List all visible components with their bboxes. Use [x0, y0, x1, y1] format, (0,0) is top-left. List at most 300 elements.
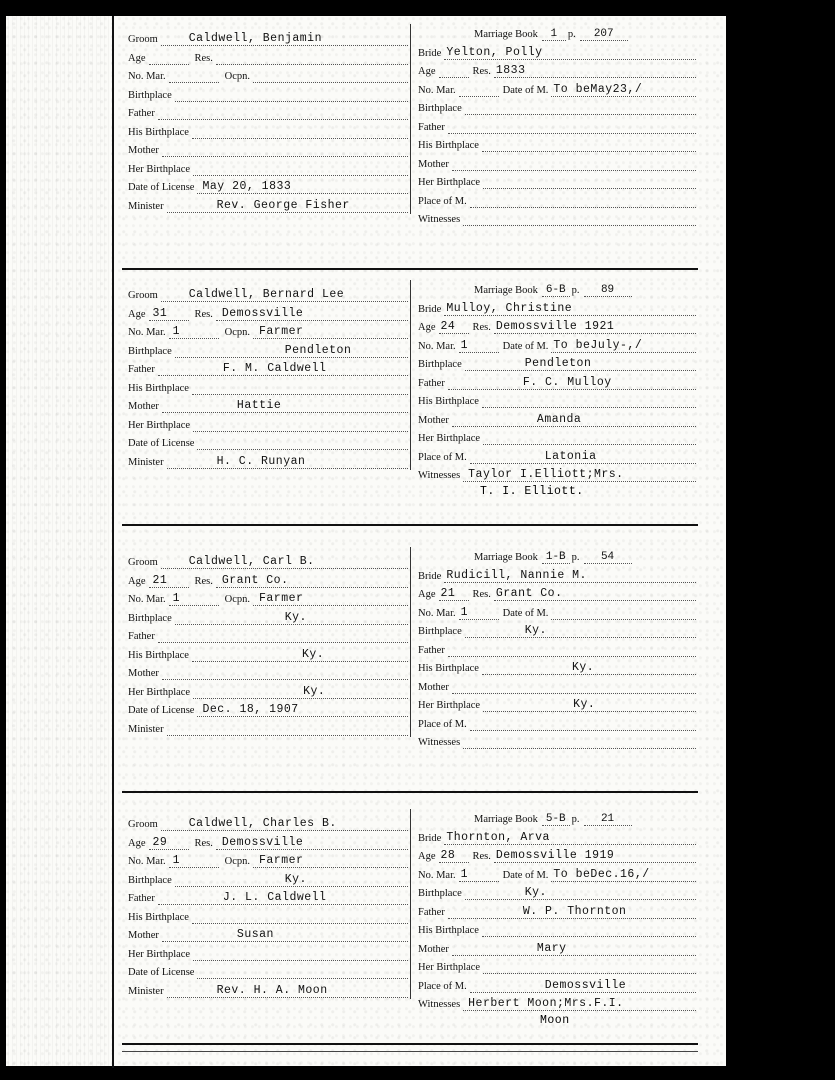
bride-birthplace-line: [465, 357, 696, 371]
bride-age-res-value: Demossville 1921: [495, 320, 615, 333]
marriage-book-label: Marriage Book: [474, 285, 538, 296]
groom-age-res-line: [216, 835, 408, 850]
groom-her-birthplace-row: [128, 164, 408, 176]
groom-no-mar-row: [128, 71, 408, 83]
bride-age-line: [439, 587, 469, 601]
groom-his-birthplace-label: His Birthplace: [128, 382, 189, 394]
bride-father-label: Father: [418, 906, 445, 918]
bride-place-of-m-line: [470, 978, 696, 993]
bride-place-of-m-row: [418, 719, 696, 731]
groom-birthplace-row: [128, 872, 408, 887]
bride-no-mar-line: [459, 87, 499, 97]
bride-witnesses-line: [463, 739, 696, 749]
bride-line: [444, 568, 696, 583]
page-label: p.: [571, 285, 580, 296]
bride-witnesses-row: [418, 214, 696, 226]
groom-birthplace-row: [128, 610, 408, 625]
groom-her-birthplace-row: [128, 420, 408, 432]
bride-her-birthplace-line: [483, 964, 696, 974]
groom-his-birthplace-row: [128, 127, 408, 139]
groom-no-mar-label: No. Mar.: [128, 594, 166, 605]
marriage-book-value: 6-B: [542, 284, 570, 297]
groom-no-mar-ocpn-value: Farmer: [259, 325, 304, 338]
groom-no-mar-ocpn-line: [253, 325, 408, 339]
groom-father-line: [158, 633, 408, 643]
bride-no-mar-date_of_m-line: [551, 338, 696, 353]
bride-no-mar-line: [459, 605, 499, 620]
groom-mother-label: Mother: [128, 145, 159, 156]
bride-place-of-m-row: [418, 196, 696, 208]
bride-father-line: [448, 124, 696, 134]
groom-mother-line: [162, 670, 408, 680]
bride-age-res-label: Res.: [472, 322, 491, 333]
groom-age-res-label: Res.: [194, 837, 213, 849]
groom-age-res-line: [216, 573, 408, 588]
groom-birthplace-row: [128, 90, 408, 102]
groom-date-of-license-row: [128, 705, 408, 717]
marriage-book-label: Marriage Book: [474, 814, 538, 825]
bride-mother-label: Mother: [418, 414, 449, 426]
bride-witnesses-value: Taylor I.Elliott;Mrs.: [468, 468, 624, 481]
groom-line: [161, 288, 408, 302]
groom-mother-row: [128, 145, 408, 157]
groom-father-line: [158, 362, 408, 376]
groom-his-birthplace-line: [192, 385, 408, 395]
groom-value: Caldwell, Charles B.: [188, 817, 337, 830]
groom-value: Caldwell, Bernard Lee: [188, 288, 345, 301]
bride-father-line: [448, 904, 696, 919]
bride-her-birthplace-line: [483, 698, 696, 712]
groom-her-birthplace-line: [193, 422, 408, 432]
marriage-book-row: [474, 813, 704, 826]
bride-father-row: [418, 645, 696, 657]
groom-no-mar-line: [169, 325, 219, 339]
bride-age-row: [418, 322, 696, 334]
groom-no-mar-line: [169, 854, 219, 868]
bride-age-label: Age: [418, 66, 436, 77]
groom-his-birthplace-label: His Birthplace: [128, 911, 189, 923]
groom-age-value: 29: [152, 835, 168, 849]
bride-birthplace-line: [465, 624, 696, 638]
bride-no-mar-label: No. Mar.: [418, 607, 456, 619]
groom-value: Caldwell, Carl B.: [188, 555, 315, 568]
groom-line: [161, 32, 408, 46]
bride-his-birthplace-label: His Birthplace: [418, 140, 479, 151]
groom-his-birthplace-row: [128, 912, 408, 924]
bride-his-birthplace-line: [482, 142, 696, 152]
groom-no-mar-ocpn-label: Ocpn.: [224, 594, 250, 605]
groom-age-label: Age: [128, 575, 146, 587]
groom-no-mar-ocpn-label: Ocpn.: [224, 327, 250, 338]
groom-her-birthplace-label: Her Birthplace: [128, 163, 191, 175]
marriage-book-row: [474, 551, 704, 564]
groom-birthplace-value: Ky.: [284, 610, 307, 624]
bride-place-of-m-value: Latonia: [544, 449, 597, 463]
record-card: [0, 545, 720, 795]
groom-row: [128, 557, 408, 569]
record-separator: [122, 268, 698, 270]
groom-no-mar-ocpn-label: Ocpn.: [224, 856, 250, 867]
bride-label: Bride: [418, 570, 442, 582]
bride-age-res-line: [494, 587, 696, 601]
bride-age-res-value: Grant Co.: [495, 587, 563, 600]
groom-age-line: [149, 835, 189, 850]
groom-mother-value: Hattie: [236, 399, 282, 412]
bride-no-mar-date_of_m-line: [551, 82, 696, 97]
bride-her-birthplace-row: [418, 700, 696, 712]
bride-age-row: [418, 851, 696, 863]
marriage-book-label: Marriage Book: [474, 29, 538, 40]
groom-her-birthplace-line: [193, 684, 408, 699]
groom-no-mar-label: No. Mar.: [128, 71, 166, 82]
groom-father-value: J. L. Caldwell: [222, 891, 327, 904]
groom-date-of-license-label: Date of License: [128, 705, 195, 716]
groom-date-of-license-value: May 20, 1833: [202, 180, 292, 193]
bride-no-mar-label: No. Mar.: [418, 869, 456, 881]
bride-birthplace-row: [418, 626, 696, 638]
groom-label: Groom: [128, 34, 158, 45]
groom-line: [161, 555, 408, 569]
bride-value: Rudicill, Nannie M.: [446, 568, 587, 582]
groom-date-of-license-value: Dec. 18, 1907: [202, 703, 299, 716]
bride-his-birthplace-line: [482, 398, 696, 408]
bride-age-res-label: Res.: [472, 851, 491, 862]
groom-his-birthplace-line: [192, 647, 408, 662]
groom-age-row: [128, 835, 408, 850]
bride-her-birthplace-label: Her Birthplace: [418, 962, 481, 973]
groom-father-row: [128, 893, 408, 905]
bride-his-birthplace-row: [418, 396, 696, 408]
bride-age-res-line: [494, 849, 696, 863]
bride-no-mar-date_of_m-label: Date of M.: [502, 340, 549, 352]
bride-age-res-line: [494, 64, 696, 78]
column-divider: [410, 24, 411, 214]
groom-minister-label: Minister: [128, 200, 164, 212]
record-card: [0, 807, 720, 1057]
groom-date-of-license-label: Date of License: [128, 438, 195, 449]
groom-date-of-license-label: Date of License: [128, 182, 195, 193]
bride-age-res-label: Res.: [472, 66, 491, 77]
groom-minister-value: H. C. Runyan: [216, 454, 306, 468]
groom-age-res-label: Res.: [194, 52, 213, 64]
bride-no-mar-value: 1: [460, 867, 469, 881]
groom-date-of-license-line: [197, 180, 408, 194]
groom-age-label: Age: [128, 837, 146, 849]
bride-value: Yelton, Polly: [446, 45, 543, 59]
bride-his-birthplace-label: His Birthplace: [418, 925, 479, 936]
column-divider: [410, 547, 411, 737]
groom-father-value: F. M. Caldwell: [222, 362, 327, 375]
bride-mother-line: [452, 941, 696, 956]
groom-no-mar-value: 1: [172, 854, 181, 867]
bride-her-birthplace-label: Her Birthplace: [418, 700, 481, 711]
bride-her-birthplace-row: [418, 433, 696, 445]
bride-birthplace-value: Ky.: [524, 624, 547, 637]
bride-father-line: [448, 647, 696, 657]
bride-birthplace-line: [465, 105, 696, 115]
bride-label: Bride: [418, 47, 442, 59]
record-separator: [122, 524, 698, 526]
groom-age-value: 21: [152, 573, 168, 587]
column-divider: [410, 280, 411, 470]
page-number-value: 89: [584, 284, 632, 297]
groom-mother-label: Mother: [128, 401, 159, 412]
groom-birthplace-line: [175, 92, 408, 102]
groom-no-mar-ocpn-line: [253, 73, 408, 83]
groom-his-birthplace-line: [192, 914, 408, 924]
groom-age-row: [128, 306, 408, 321]
bride-no-mar-date_of_m-line: [551, 867, 696, 882]
groom-birthplace-label: Birthplace: [128, 612, 172, 624]
bride-birthplace-value: Ky.: [524, 886, 547, 899]
groom-date-of-license-label: Date of License: [128, 967, 195, 978]
bride-age-res-line: [494, 320, 696, 334]
bride-mother-label: Mother: [418, 943, 449, 955]
bride-her-birthplace-label: Her Birthplace: [418, 433, 481, 444]
groom-birthplace-value: Pendleton: [284, 343, 352, 357]
groom-no-mar-value: 1: [172, 325, 181, 338]
groom-mother-row: [128, 668, 408, 680]
bride-father-value: F. C. Mulloy: [522, 375, 612, 389]
bride-age-label: Age: [418, 589, 436, 600]
bride-her-birthplace-value: Ky.: [573, 698, 596, 711]
groom-minister-value: Rev. H. A. Moon: [216, 983, 328, 997]
groom-her-birthplace-line: [193, 951, 408, 961]
groom-row: [128, 819, 408, 831]
groom-her-birthplace-label: Her Birthplace: [128, 948, 191, 960]
bride-his-birthplace-row: [418, 663, 696, 675]
record-card: [0, 278, 720, 528]
bride-no-mar-date_of_m-label: Date of M.: [502, 607, 549, 619]
groom-age-row: [128, 53, 408, 65]
groom-no-mar-row: [128, 594, 408, 606]
bride-no-mar-label: No. Mar.: [418, 84, 456, 96]
bride-no-mar-value: 1: [460, 605, 469, 619]
groom-birthplace-line: [175, 343, 408, 358]
groom-minister-row: [128, 198, 408, 213]
bride-birthplace-row: [418, 103, 696, 115]
bride-mother-value: Mary: [536, 941, 567, 955]
groom-minister-label: Minister: [128, 985, 164, 997]
bride-witnesses-row: [418, 999, 696, 1011]
bride-age-line: [439, 68, 469, 78]
bride-his-birthplace-line: [482, 661, 696, 675]
groom-minister-line: [167, 726, 408, 736]
bride-no-mar-row: [418, 82, 696, 97]
record-separator: [122, 1043, 698, 1045]
bride-her-birthplace-line: [483, 179, 696, 189]
groom-age-res-label: Res.: [194, 308, 213, 320]
marriage-book-label: Marriage Book: [474, 552, 538, 563]
bride-age-value: 28: [440, 849, 456, 862]
bride-witnesses-row: [418, 737, 696, 749]
groom-age-label: Age: [128, 308, 146, 320]
bottom-rule: [122, 1051, 698, 1052]
bride-birthplace-value: Pendleton: [524, 357, 592, 370]
groom-his-birthplace-value: Ky.: [301, 647, 325, 661]
groom-mother-line: [162, 147, 408, 157]
groom-minister-row: [128, 724, 408, 736]
groom-label: Groom: [128, 290, 158, 301]
bride-mother-row: [418, 412, 696, 427]
bride-mother-row: [418, 159, 696, 171]
bride-witnesses-value: Herbert Moon;Mrs.F.I.: [468, 997, 624, 1010]
bride-row: [418, 45, 696, 60]
bride-label: Bride: [418, 832, 442, 844]
bride-no-mar-date_of_m-value: To beMay23,/: [553, 82, 643, 96]
groom-no-mar-ocpn-value: Farmer: [259, 592, 304, 605]
groom-her-birthplace-row: [128, 949, 408, 961]
bride-row: [418, 301, 696, 316]
groom-birthplace-row: [128, 343, 408, 358]
bride-age-label: Age: [418, 322, 436, 333]
groom-birthplace-line: [175, 872, 408, 887]
bride-age-line: [439, 849, 469, 863]
groom-birthplace-label: Birthplace: [128, 874, 172, 886]
bride-no-mar-label: No. Mar.: [418, 340, 456, 352]
bride-age-res-value: Demossville 1919: [495, 849, 615, 862]
bride-no-mar-date_of_m-value: To beDec.16,/: [553, 867, 650, 881]
bride-age-label: Age: [418, 851, 436, 862]
bride-line: [444, 301, 696, 316]
bride-place-of-m-row: [418, 449, 696, 464]
groom-age-value: 31: [152, 306, 168, 320]
bride-birthplace-label: Birthplace: [418, 626, 462, 637]
groom-her-birthplace-value: Ky.: [303, 684, 326, 698]
bride-no-mar-date_of_m-label: Date of M.: [502, 869, 549, 881]
groom-mother-label: Mother: [128, 668, 159, 679]
bride-witnesses-continued: Moon: [540, 1013, 570, 1027]
groom-no-mar-value: 1: [172, 592, 181, 605]
groom-label: Groom: [128, 557, 158, 568]
bride-line: [444, 830, 696, 845]
bride-place-of-m-label: Place of M.: [418, 980, 467, 992]
bride-father-label: Father: [418, 121, 445, 133]
groom-age-res-value: Demossville: [221, 306, 304, 320]
groom-birthplace-value: Ky.: [284, 872, 307, 886]
bride-no-mar-date_of_m-label: Date of M.: [502, 84, 549, 96]
groom-no-mar-ocpn-value: Farmer: [259, 854, 304, 867]
bride-his-birthplace-row: [418, 140, 696, 152]
bride-no-mar-row: [418, 605, 696, 620]
page-number-value: 21: [584, 813, 632, 826]
bride-place-of-m-line: [470, 198, 696, 208]
groom-his-birthplace-row: [128, 647, 408, 662]
groom-minister-label: Minister: [128, 723, 164, 735]
marriage-book-row: [474, 284, 704, 297]
bride-witnesses-row: [418, 470, 696, 482]
groom-minister-line: [167, 198, 408, 213]
groom-mother-row: [128, 930, 408, 942]
groom-minister-row: [128, 454, 408, 469]
bride-witnesses-label: Witnesses: [418, 737, 461, 748]
marriage-book-row: [474, 28, 704, 41]
page-label: p.: [567, 29, 576, 40]
bride-father-label: Father: [418, 644, 445, 656]
marriage-book-value: 1-B: [542, 551, 570, 564]
groom-minister-line: [167, 983, 408, 998]
groom-no-mar-row: [128, 856, 408, 868]
groom-no-mar-line: [169, 73, 219, 83]
bride-witnesses-line: [463, 216, 696, 226]
bride-his-birthplace-line: [482, 927, 696, 937]
groom-age-row: [128, 573, 408, 588]
bride-age-row: [418, 66, 696, 78]
bride-mother-line: [452, 161, 696, 171]
column-divider: [410, 809, 411, 999]
bride-value: Mulloy, Christine: [446, 301, 573, 315]
groom-no-mar-ocpn-line: [253, 592, 408, 606]
bride-birthplace-label: Birthplace: [418, 359, 462, 370]
bride-line: [444, 45, 696, 60]
groom-age-line: [149, 306, 189, 321]
groom-age-res-line: [216, 306, 408, 321]
bride-mother-line: [452, 412, 696, 427]
groom-father-row: [128, 108, 408, 120]
bride-place-of-m-row: [418, 978, 696, 993]
bride-father-row: [418, 904, 696, 919]
groom-father-line: [158, 110, 408, 120]
bride-label: Bride: [418, 303, 442, 315]
groom-minister-line: [167, 454, 408, 469]
bride-father-row: [418, 375, 696, 390]
groom-no-mar-label: No. Mar.: [128, 327, 166, 338]
bride-his-birthplace-row: [418, 925, 696, 937]
bride-mother-label: Mother: [418, 158, 449, 170]
groom-father-label: Father: [128, 893, 155, 904]
bride-her-birthplace-line: [483, 435, 696, 445]
marriage-book-value: 5-B: [542, 813, 570, 826]
page-number-value: 54: [584, 551, 632, 564]
groom-no-mar-row: [128, 327, 408, 339]
groom-mother-line: [162, 928, 408, 942]
groom-his-birthplace-line: [192, 129, 408, 139]
bride-place-of-m-label: Place of M.: [418, 718, 467, 730]
groom-no-mar-ocpn-label: Ocpn.: [224, 71, 250, 82]
bride-witnesses-label: Witnesses: [418, 214, 461, 225]
groom-age-line: [149, 573, 189, 588]
groom-date-of-license-row: [128, 438, 408, 450]
groom-father-label: Father: [128, 364, 155, 375]
groom-father-line: [158, 891, 408, 905]
groom-line: [161, 817, 408, 831]
bride-age-res-label: Res.: [472, 589, 491, 600]
bride-birthplace-line: [465, 886, 696, 900]
bride-age-value: 24: [440, 320, 456, 333]
groom-her-birthplace-line: [193, 166, 408, 176]
groom-minister-label: Minister: [128, 456, 164, 468]
page-number-value: 207: [580, 28, 628, 41]
record-card: [0, 22, 720, 272]
bride-mother-row: [418, 941, 696, 956]
bride-row: [418, 830, 696, 845]
bride-no-mar-row: [418, 338, 696, 353]
groom-date-of-license-row: [128, 967, 408, 979]
groom-date-of-license-row: [128, 182, 408, 194]
groom-birthplace-label: Birthplace: [128, 345, 172, 357]
groom-her-birthplace-label: Her Birthplace: [128, 419, 191, 431]
bride-place-of-m-line: [470, 449, 696, 464]
groom-birthplace-label: Birthplace: [128, 89, 172, 101]
bride-her-birthplace-row: [418, 177, 696, 189]
groom-age-res-label: Res.: [194, 575, 213, 587]
groom-no-mar-ocpn-line: [253, 854, 408, 868]
bride-birthplace-label: Birthplace: [418, 888, 462, 899]
groom-father-row: [128, 631, 408, 643]
bride-his-birthplace-value: Ky.: [571, 661, 595, 674]
bride-age-row: [418, 589, 696, 601]
bride-mother-row: [418, 682, 696, 694]
